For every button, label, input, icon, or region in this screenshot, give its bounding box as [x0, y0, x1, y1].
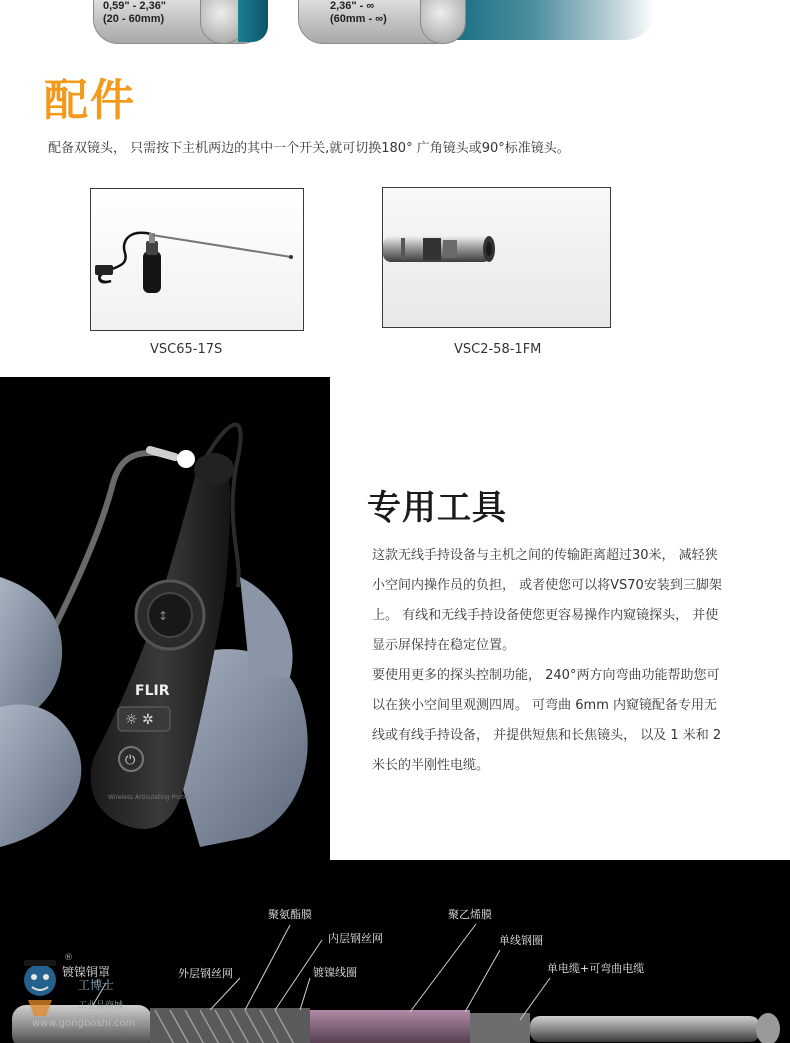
long-range-inch: 2,36" - ∞	[330, 0, 375, 12]
label-cable: 单电缆+可弯曲电缆	[547, 962, 645, 975]
description-line: 要使用更多的探头控制功能， 240°两方向弯曲功能帮助您可	[372, 668, 720, 683]
accessories-description: 配备双镜头， 只需按下主机两边的其中一个开关,就可切换180° 广角镜头或90°标准镜头。	[48, 141, 570, 156]
short-range-inch: 0,59" - 2,36"	[103, 0, 167, 12]
watermark-title: 工博士	[78, 978, 115, 992]
label-single-coil: 单线钢圈	[499, 934, 543, 947]
articulating-probe-image	[91, 189, 303, 330]
accessories-title: 配件	[44, 75, 136, 126]
brand-logo: FLIR	[135, 683, 170, 699]
lens-range-band	[0, 0, 790, 52]
label-polyurethane: 聚氨酯膜	[268, 908, 312, 921]
label-nickel-coil: 镀镍线圈	[313, 966, 357, 979]
description-line: 显示屏保持在稳定位置。	[372, 638, 516, 653]
description-line: 米长的半刚性电缆。	[372, 758, 490, 773]
dedicated-tool-description	[372, 541, 752, 781]
svg-text:↕: ↕	[158, 609, 169, 623]
range-pill-teal-end	[238, 0, 268, 42]
svg-text:⏻: ⏻	[125, 753, 136, 768]
product-image-vsc65[interactable]	[90, 188, 304, 331]
description-line: 这款无线手持设备与主机之间的传输距离超过30米， 减轻狭	[372, 548, 718, 563]
description-line: 以在狭小空间里观测四周。 可弯曲 6mm 内窥镜配备专用无	[372, 698, 717, 713]
label-inner-mesh: 内层钢丝网	[328, 932, 383, 945]
watermark-subtitle: 工业品商城	[78, 1001, 124, 1011]
svg-text:☼ ✲: ☼ ✲	[125, 712, 154, 728]
short-range-text	[103, 0, 166, 26]
camera-head-image	[383, 188, 610, 327]
range-pill-teal-fade	[455, 0, 655, 40]
label-outer-mesh: 外层钢丝网	[178, 967, 233, 980]
description-line: 小空间内操作员的负担， 或者使您可以将VS70安装到三脚架	[372, 578, 722, 593]
wireless-handset-photo	[0, 377, 330, 860]
long-range-text	[330, 0, 387, 26]
range-pill-cap	[420, 0, 466, 44]
dedicated-tool-title: 专用工具	[367, 488, 507, 528]
label-polyethylene: 聚乙烯膜	[448, 908, 492, 921]
watermark-url[interactable]: www.gongboshi.com	[32, 1018, 136, 1029]
handset-illustration	[0, 377, 330, 860]
long-range-mm: (60mm - ∞)	[330, 13, 387, 25]
product-image-vsc2[interactable]	[382, 187, 611, 328]
description-line: 上。 有线和无线手持设备使您更容易操作内窥镜探头， 并使	[372, 608, 719, 623]
device-caption: Wireless Articulating Probe	[108, 794, 189, 801]
description-line: 线或有线手持设备， 并提供短焦和长焦镜头， 以及 1 米和 2	[372, 728, 722, 743]
label-nickel-cover: 镀镍铜罩	[62, 965, 111, 979]
product-label-vsc65: VSC65-17S	[150, 342, 223, 357]
product-label-vsc2: VSC2-58-1FM	[454, 342, 542, 357]
short-range-mm: (20 - 60mm)	[103, 13, 165, 25]
watermark-registered: ®	[64, 953, 73, 963]
